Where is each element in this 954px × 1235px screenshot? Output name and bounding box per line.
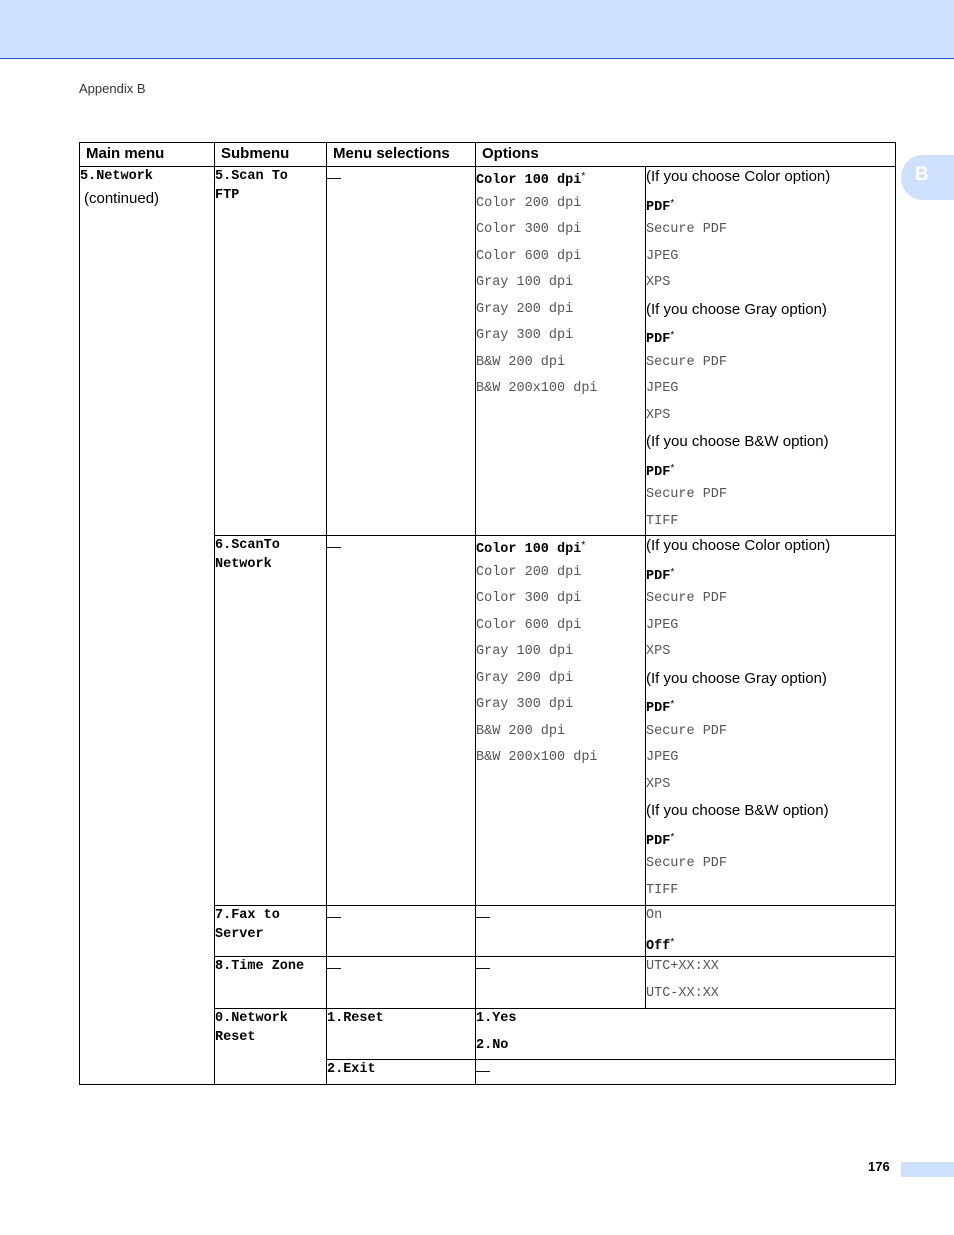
header-options: Options	[476, 143, 896, 167]
submenu-network-reset	[215, 1009, 327, 1085]
list-item: B&W 200 dpi	[476, 723, 566, 739]
main-menu-label: 5.Network	[80, 169, 153, 184]
option-note: (If you choose Color option)	[646, 168, 831, 185]
header-menu-selections: Menu selections	[327, 143, 476, 167]
list-item: Secure PDF	[646, 222, 728, 237]
dash: —	[327, 169, 341, 185]
submenu-label: 6.ScanTo	[215, 538, 280, 553]
list-item: XPS	[646, 644, 671, 659]
submenu-label: 5.Scan To	[215, 169, 288, 184]
top-banner	[0, 0, 954, 59]
dash: —	[327, 908, 341, 924]
dash: —	[476, 908, 490, 924]
list-item: PDF*	[646, 566, 675, 584]
list-item: Color 300 dpi	[476, 222, 582, 237]
dash: —	[327, 538, 341, 554]
list-item: Secure PDF	[646, 487, 728, 502]
list-item: XPS	[646, 776, 671, 792]
list-item: XPS	[646, 275, 671, 290]
list-item: PDF*	[646, 330, 675, 347]
option-note: (If you choose B&W option)	[646, 433, 829, 450]
list-item: Gray 300 dpi	[476, 328, 574, 343]
submenu-fax-server	[215, 906, 327, 957]
list-item: JPEG	[646, 381, 679, 396]
submenu-time-zone	[215, 957, 327, 1009]
options-cell	[476, 957, 646, 1009]
list-item: Color 100 dpi*	[476, 171, 586, 188]
option-note: (If you choose Gray option)	[646, 300, 827, 318]
list-item: UTC-XX:XX	[646, 985, 719, 1001]
option-note: (If you choose Gray option)	[646, 669, 827, 687]
resolution-list	[476, 167, 646, 536]
list-item: PDF*	[646, 462, 675, 480]
list-item: 1.Yes	[476, 1011, 517, 1026]
page-number: 176	[868, 1159, 890, 1174]
list-item: Off*	[646, 936, 675, 954]
list-item: Color 200 dpi	[476, 564, 582, 580]
list-item: Secure PDF	[646, 856, 728, 871]
list-item: 2.No	[476, 1037, 509, 1053]
list-item: B&W 200 dpi	[476, 354, 566, 370]
submenu-scan-network	[215, 536, 327, 906]
list-item: Color 100 dpi*	[476, 540, 586, 557]
list-item: TIFF	[646, 513, 679, 529]
list-item: TIFF	[646, 882, 679, 898]
list-item: JPEG	[646, 248, 679, 264]
menu-selection-cell	[327, 536, 476, 906]
submenu-label: Server	[215, 927, 264, 942]
list-item: XPS	[646, 407, 671, 423]
list-item: Secure PDF	[646, 354, 728, 370]
reset-options	[476, 1009, 896, 1060]
format-list	[646, 957, 896, 1009]
menu-table	[79, 142, 896, 1085]
list-item: On	[646, 908, 663, 923]
list-item: Secure PDF	[646, 723, 728, 739]
menu-selection-cell	[327, 957, 476, 1009]
list-item: Gray 200 dpi	[476, 301, 574, 317]
list-item: Color 300 dpi	[476, 591, 582, 606]
exit-options	[476, 1060, 896, 1085]
list-item: 2.Exit	[327, 1062, 376, 1077]
dash: —	[327, 959, 341, 975]
submenu-label: 0.Network	[215, 1011, 288, 1026]
submenu-label: Network	[215, 557, 272, 572]
list-item: Color 600 dpi	[476, 248, 582, 264]
main-menu-cell	[80, 167, 215, 1085]
format-list	[646, 906, 896, 957]
list-item: JPEG	[646, 750, 679, 765]
list-item: PDF*	[646, 831, 675, 849]
page-number-bar	[901, 1162, 954, 1177]
list-item: PDF*	[646, 699, 675, 716]
list-item: 1.Reset	[327, 1011, 384, 1026]
dash: —	[476, 1062, 490, 1078]
format-list	[646, 167, 896, 536]
list-item: Secure PDF	[646, 591, 728, 606]
list-item: B&W 200x100 dpi	[476, 750, 598, 765]
format-list	[646, 536, 896, 906]
option-note: (If you choose B&W option)	[646, 802, 829, 819]
list-item: UTC+XX:XX	[646, 959, 719, 974]
menu-selection-exit	[327, 1060, 476, 1085]
menu-selection-reset	[327, 1009, 476, 1060]
list-item: Gray 100 dpi	[476, 275, 574, 290]
resolution-list	[476, 536, 646, 906]
header-main-menu: Main menu	[80, 143, 215, 167]
appendix-tab	[901, 155, 954, 200]
list-item: Color 200 dpi	[476, 195, 582, 211]
list-item: Color 600 dpi	[476, 617, 582, 633]
list-item: Gray 100 dpi	[476, 644, 574, 659]
list-item: B&W 200x100 dpi	[476, 381, 598, 396]
list-item: JPEG	[646, 617, 679, 633]
submenu-label: FTP	[215, 188, 240, 203]
options-cell	[476, 906, 646, 957]
submenu-label: 8.Time Zone	[215, 959, 305, 974]
submenu-label: Reset	[215, 1030, 256, 1045]
header-submenu: Submenu	[215, 143, 327, 167]
menu-selection-cell	[327, 167, 476, 536]
list-item: PDF*	[646, 197, 675, 215]
table-header-row	[80, 143, 896, 167]
dash: —	[476, 959, 490, 975]
menu-selection-cell	[327, 906, 476, 957]
appendix-label: Appendix B	[79, 81, 146, 96]
table-row	[80, 167, 896, 536]
submenu-scan-ftp	[215, 167, 327, 536]
list-item: Gray 300 dpi	[476, 697, 574, 712]
submenu-label: 7.Fax to	[215, 908, 280, 923]
list-item: Gray 200 dpi	[476, 670, 574, 686]
main-menu-note: (continued)	[84, 189, 160, 207]
appendix-tab-letter: B	[915, 164, 929, 185]
option-note: (If you choose Color option)	[646, 537, 831, 554]
